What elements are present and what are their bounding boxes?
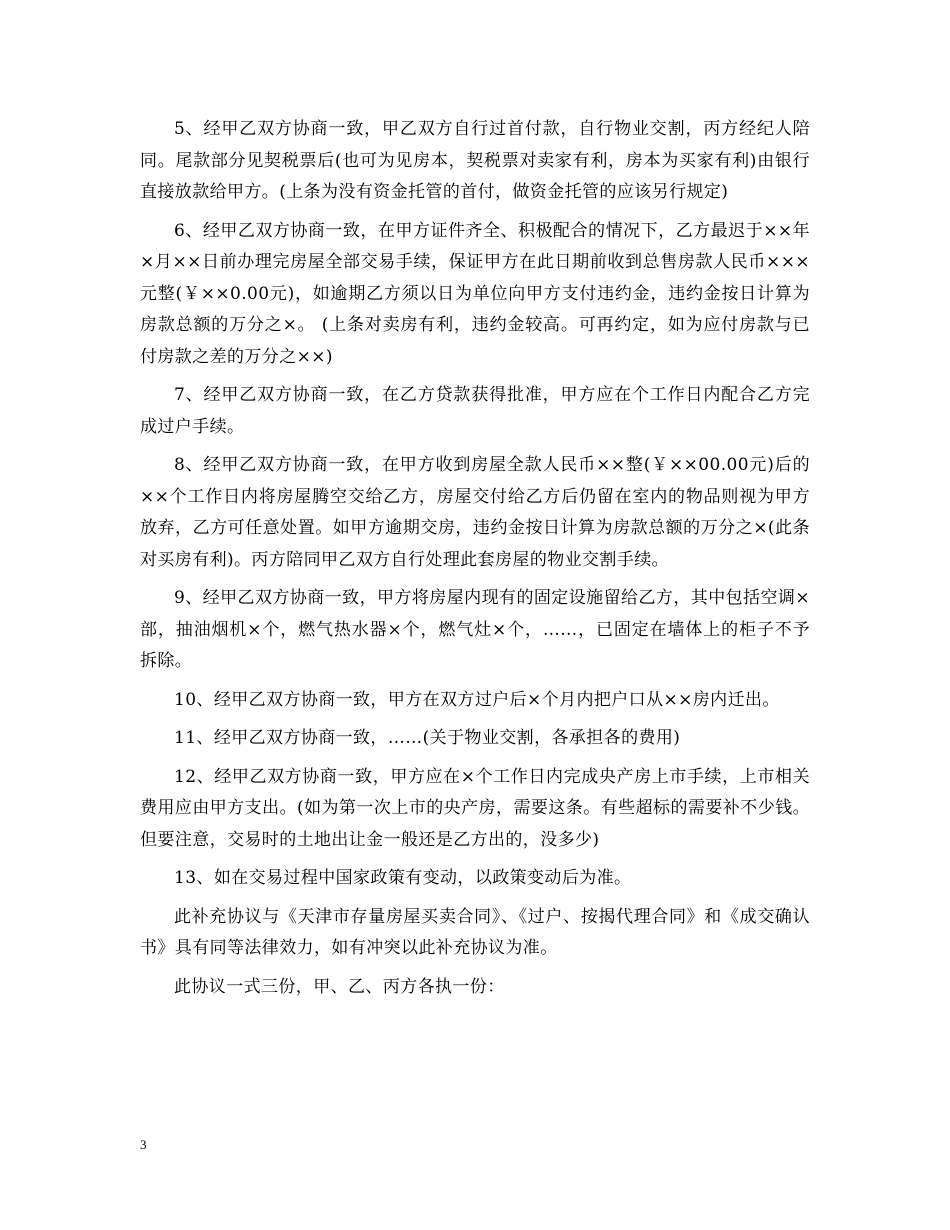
document-body [140,114,810,1010]
clause-5: 5、经甲乙双方协商一致，甲乙双方自行过首付款，自行物业交割，丙方经纪人陪同。尾款部分见契税票后(也可为见房本，契税票对卖家有利，房本为买家有利)由银行直接放款给甲方。(上条为没有资金托管的首付，做资金托管的应该另行规定) [140,119,810,202]
clause-9: 9、经甲乙双方协商一致，甲方将房屋内现有的固定设施留给乙方，其中包括空调×部，抽油烟机×个，燃气热水器×个，燃气灶×个，……，已固定在墙体上的柜子不予拆除。 [140,588,810,671]
clause-12: 12、经甲乙双方协商一致，甲方应在×个工作日内完成央产房上市手续，上市相关费用应由甲方支出。(如为第一次上市的央产房，需要这条。有些超标的需要补不少钱。但要注意，交易时的土地出让金一般还是乙方出的，没多少) [140,766,810,850]
clause-6: 6、经甲乙双方协商一致，在甲方证件齐全、积极配合的情况下，乙方最迟于××年×月××日前办理完房屋全部交易手续，保证甲方在此日期前收到总售房款人民币×××元整(￥××0.00元)，如逾期乙方须以日为单位向甲方支付违约金，违约金按日计算为房款总额的万分之×。 (上条对卖房有利，违约金较高。可再约定，如为应付房款与已付房款之差的万分之××) [140,220,810,367]
copies-paragraph: 此协议一式三份，甲、乙、丙方各执一份： [174,976,505,997]
clause-11: 11、经甲乙双方协商一致，……(关于物业交割，各承担各的费用) [174,728,681,748]
validity-paragraph: 此补充协议与《天津市存量房屋买卖合同》、《过户、按揭代理合同》和《成交确认书》具有同等法律效力，如有冲突以此补充协议为准。 [140,906,810,958]
clause-8: 8、经甲乙双方协商一致，在甲方收到房屋全款人民币××整(￥××00.00元)后的××个工作日内将房屋腾空交给乙方，房屋交付给乙方后仍留在室内的物品则视为甲方放弃，乙方可任意处置。如甲方逾期交房，违约金按日计算为房款总额的万分之×(此条对买房有利)。丙方陪同甲乙双方自行处理此套房屋的物业交割手续。 [140,455,810,570]
clause-10: 10、经甲乙双方协商一致，甲方在双方过户后×个月内把户口从××房内迁出。 [174,689,780,710]
page-number: 3 [140,1137,147,1152]
clause-13: 13、如在交易过程中国家政策有变动，以政策变动后为准。 [174,868,632,888]
clause-7: 7、经甲乙双方协商一致，在乙方贷款获得批准，甲方应在个工作日内配合乙方完成过户手续。 [140,385,810,437]
